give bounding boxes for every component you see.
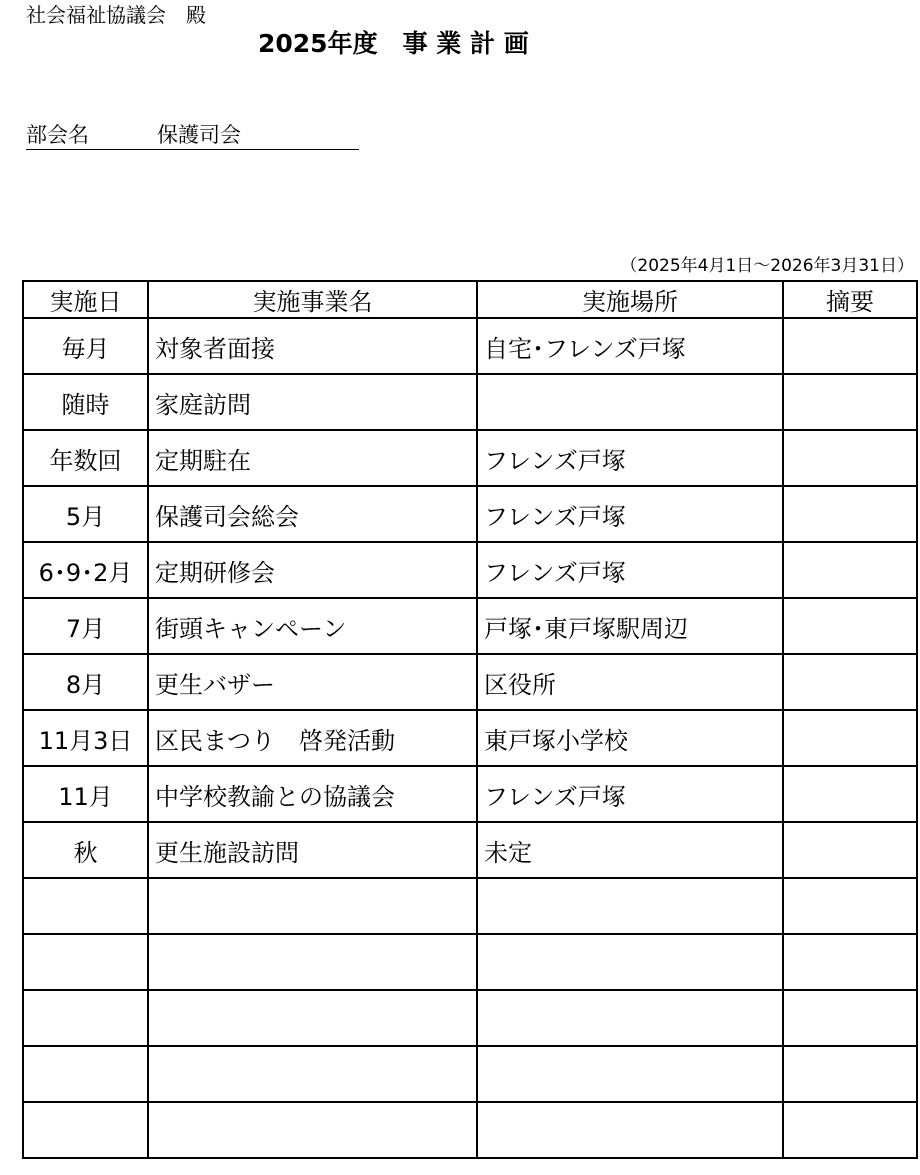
table-row [23,374,917,430]
row-place-cell [477,1046,783,1102]
row-event-cell: 保護司会総会 [148,486,477,542]
row-event-cell: 定期研修会 [148,542,477,598]
column-header-place: 実施場所 [477,281,783,318]
row-date-cell [23,990,148,1046]
row-place-cell: 戸塚･東戸塚駅周辺 [477,598,783,654]
row-event-cell: 中学校教諭との協議会 [148,766,477,822]
table-row [23,486,917,542]
row-date-cell: 秋 [23,822,148,878]
department-line [26,121,359,150]
row-place-cell [477,1102,783,1158]
row-event-cell: 区民まつり 啓発活動 [148,710,477,766]
row-note-cell [783,654,917,710]
plan-table-body [23,318,917,1158]
row-place-cell: 自宅･フレンズ戸塚 [477,318,783,374]
row-note-cell [783,934,917,990]
document-title: 2025年度 事 業 計 画 [258,29,529,58]
row-place-cell [477,934,783,990]
row-date-cell: 年数回 [23,430,148,486]
department-value: 保護司会 [157,123,241,147]
row-place-cell [477,878,783,934]
row-date-cell: 5月 [23,486,148,542]
row-note-cell [783,598,917,654]
table-row [23,1046,917,1102]
table-header-row [23,281,917,318]
row-note-cell [783,486,917,542]
row-note-cell [783,542,917,598]
addressee: 社会福祉協議会 殿 [26,3,206,27]
table-row [23,542,917,598]
row-event-cell [148,1046,477,1102]
row-date-cell: 11月 [23,766,148,822]
row-place-cell: 未定 [477,822,783,878]
row-place-cell: フレンズ戸塚 [477,486,783,542]
row-event-cell [148,1102,477,1158]
column-header-note: 摘要 [783,281,917,318]
row-event-cell [148,990,477,1046]
row-date-cell [23,878,148,934]
row-place-cell [477,374,783,430]
column-header-date: 実施日 [23,281,148,318]
department-label: 部会名 [26,123,89,147]
plan-table [22,280,918,1159]
row-date-cell: 11月3日 [23,710,148,766]
row-event-cell: 家庭訪問 [148,374,477,430]
row-event-cell: 更生施設訪問 [148,822,477,878]
table-row [23,430,917,486]
row-note-cell [783,710,917,766]
row-place-cell: 東戸塚小学校 [477,710,783,766]
table-row [23,1102,917,1158]
row-date-cell: 7月 [23,598,148,654]
row-note-cell [783,766,917,822]
row-place-cell: フレンズ戸塚 [477,430,783,486]
row-date-cell: 8月 [23,654,148,710]
table-row [23,318,917,374]
row-note-cell [783,878,917,934]
table-row [23,710,917,766]
row-note-cell [783,374,917,430]
row-event-cell: 定期駐在 [148,430,477,486]
table-row [23,934,917,990]
row-note-cell [783,990,917,1046]
row-event-cell: 更生バザー [148,654,477,710]
row-date-cell: 毎月 [23,318,148,374]
table-row [23,990,917,1046]
row-note-cell [783,430,917,486]
row-date-cell [23,1102,148,1158]
column-header-event: 実施事業名 [148,281,477,318]
row-event-cell: 街頭キャンペーン [148,598,477,654]
row-event-cell [148,878,477,934]
table-row [23,598,917,654]
table-row [23,766,917,822]
row-place-cell: フレンズ戸塚 [477,766,783,822]
row-date-cell: 6･9･2月 [23,542,148,598]
row-place-cell: 区役所 [477,654,783,710]
row-event-cell: 対象者面接 [148,318,477,374]
row-date-cell [23,1046,148,1102]
table-row [23,822,917,878]
table-row [23,878,917,934]
row-date-cell: 随時 [23,374,148,430]
table-row [23,654,917,710]
fiscal-period: （2025年4月1日～2026年3月31日） [620,256,914,276]
row-note-cell [783,1046,917,1102]
row-place-cell [477,990,783,1046]
row-note-cell [783,822,917,878]
row-event-cell [148,934,477,990]
row-date-cell [23,934,148,990]
row-place-cell: フレンズ戸塚 [477,542,783,598]
row-note-cell [783,318,917,374]
row-note-cell [783,1102,917,1158]
